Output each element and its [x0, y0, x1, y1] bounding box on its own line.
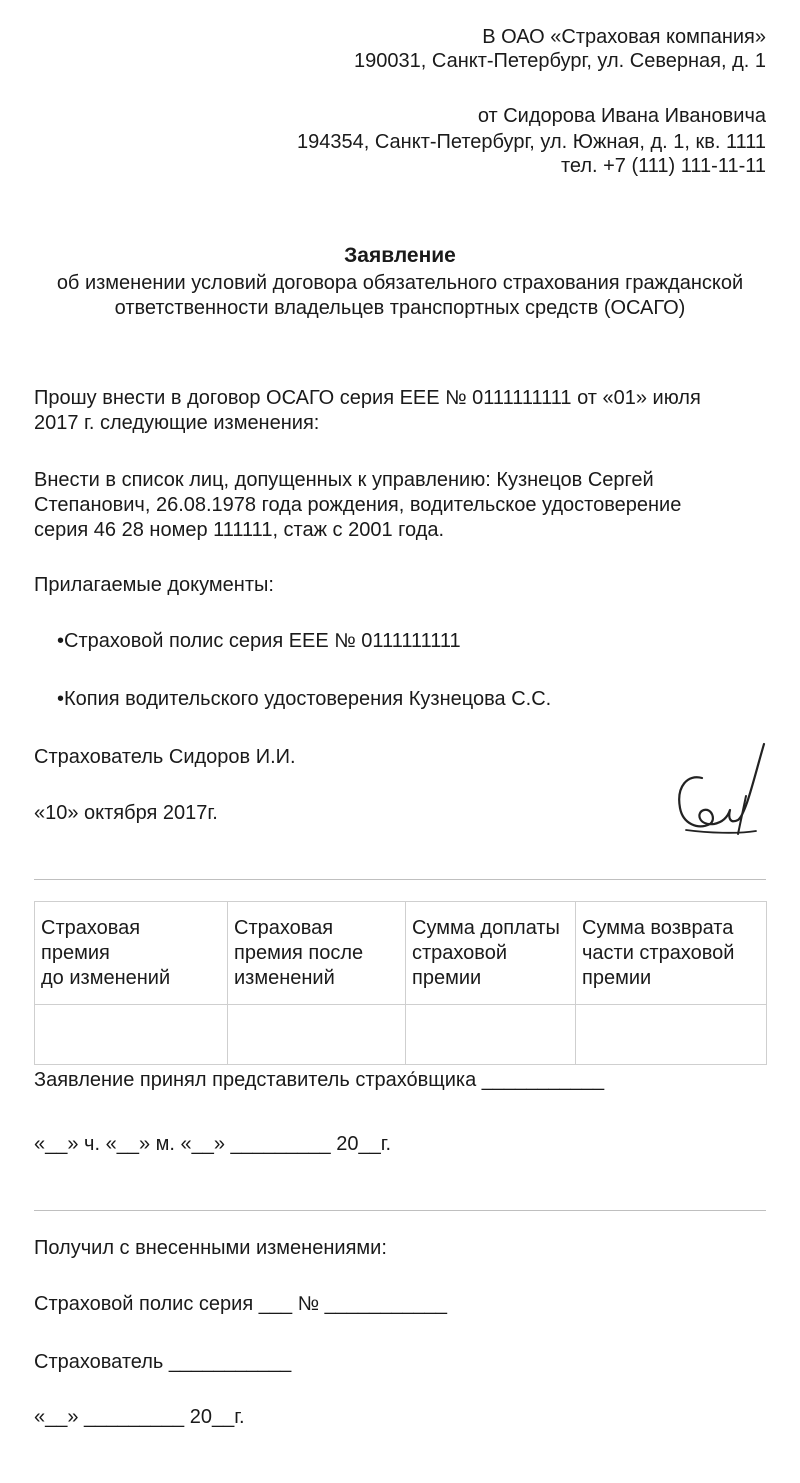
addressee-address: 190031, Санкт-Петербург, ул. Северная, д. 1: [354, 50, 766, 72]
change-line-2: Степанович, 26.08.1978 года рождения, водительское удостоверение: [34, 494, 682, 516]
table-row: [35, 1005, 767, 1065]
table-cell[interactable]: [406, 1005, 576, 1065]
document-subtitle-line-2: ответственности владельцев транспортных средств (ОСАГО): [114, 297, 686, 319]
received-policy-line: Страховой полис серия ___ № ___________: [34, 1293, 448, 1315]
attachments-label: Прилагаемые документы:: [34, 574, 274, 596]
insured-signature-line: Страхователь Сидоров И.И.: [34, 746, 296, 768]
sender-address: 194354, Санкт-Петербург, ул. Южная, д. 1, кв. 1111: [297, 131, 766, 153]
table-cell[interactable]: [35, 1005, 228, 1065]
attachment-item: •Копия водительского удостоверения Кузнецова С.С.: [57, 688, 552, 710]
table-header-cell: Страховая премия до изменений: [35, 902, 228, 1005]
request-line-1: Прошу внести в договор ОСАГО серия ЕЕЕ № 0111111111 от «01» июля: [34, 387, 701, 409]
insurer-time-date-line: «__» ч. «__» м. «__» _________ 20__г.: [34, 1133, 392, 1155]
received-insured-line: Страхователь ___________: [34, 1351, 292, 1373]
premium-table: [34, 901, 767, 1065]
table-cell[interactable]: [228, 1005, 406, 1065]
table-header-cell: Страховая премия после изменений: [228, 902, 406, 1005]
received-date-line: «__» _________ 20__г.: [34, 1406, 245, 1428]
request-line-2: 2017 г. следующие изменения:: [34, 412, 320, 434]
table-header-cell: Сумма доплаты страховой премии: [406, 902, 576, 1005]
document-subtitle-line-1: об изменении условий договора обязательного страхования гражданской: [56, 272, 744, 294]
received-line: Получил с внесенными изменениями:: [34, 1237, 387, 1259]
sender-line: от Сидорова Ивана Ивановича: [477, 105, 766, 127]
handwritten-signature: [668, 738, 772, 842]
attachment-item: •Страховой полис серия ЕЕЕ № 0111111111: [57, 630, 461, 652]
table-cell[interactable]: [576, 1005, 767, 1065]
sender-phone: тел. +7 (111) 111-11-11: [560, 155, 766, 177]
insurer-accepted-line: Заявление принял представитель страхо́вщика ___________: [34, 1069, 605, 1091]
document-title: Заявление: [344, 244, 456, 267]
section-divider: [34, 879, 766, 880]
table-header-row: [35, 902, 767, 1005]
application-date: «10» октября 2017г.: [34, 802, 218, 824]
table-header-cell: Сумма возврата части страховой премии: [576, 902, 767, 1005]
addressee-line: В ОАО «Страховая компания»: [482, 26, 766, 48]
section-divider: [34, 1210, 766, 1211]
change-line-1: Внести в список лиц, допущенных к управлению: Кузнецов Сергей: [34, 469, 654, 491]
change-line-3: серия 46 28 номер 111111, стаж с 2001 года.: [34, 519, 445, 541]
